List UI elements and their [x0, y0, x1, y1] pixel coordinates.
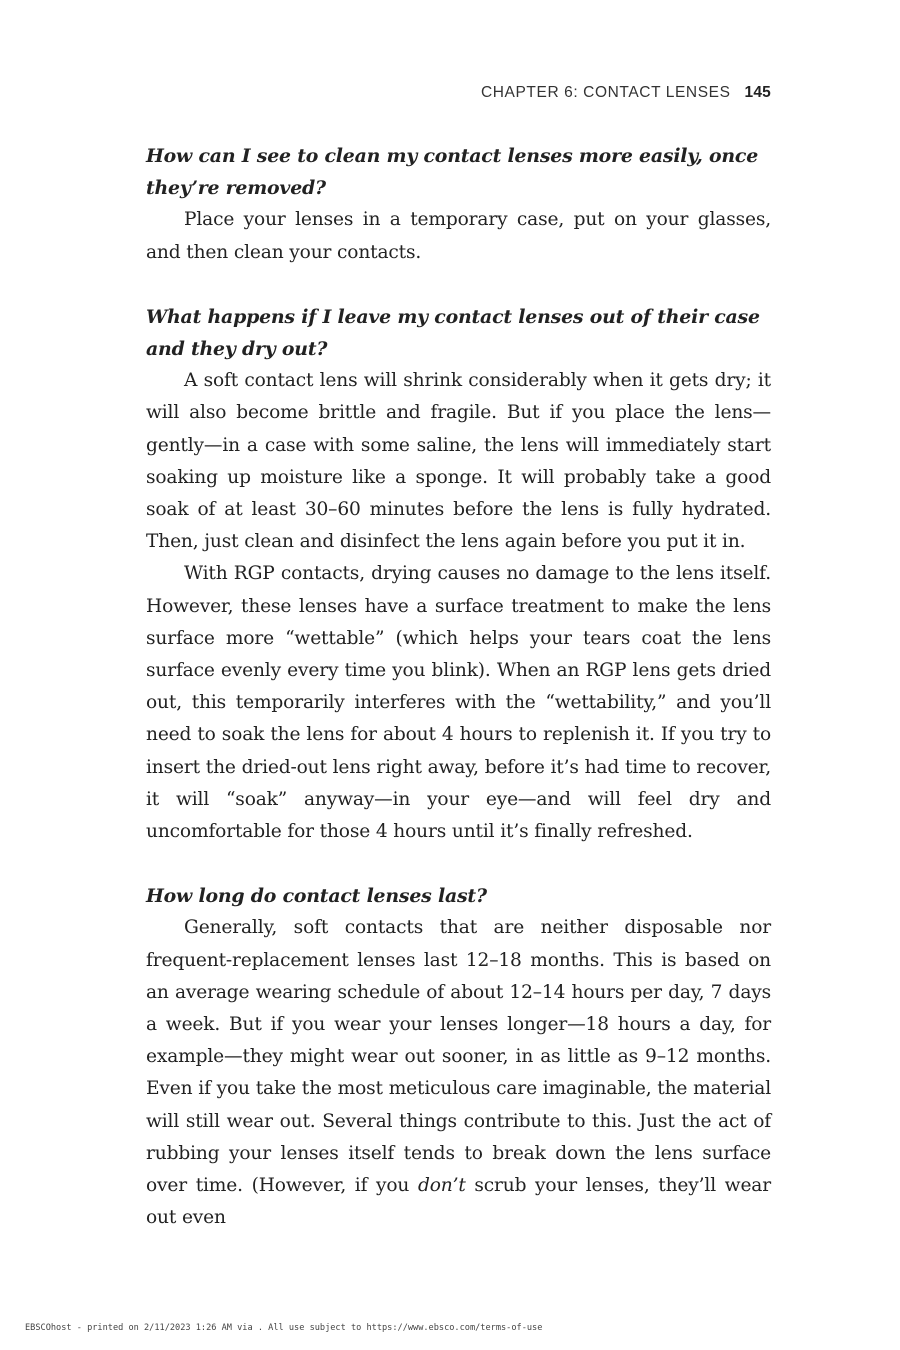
answer-paragraph: [146, 912, 771, 1234]
answer-text: scrub your lenses, they’ll wear out even: [146, 1175, 771, 1229]
answer-paragraph: With RGP contacts, drying causes no damage to the lens itself. However, these lenses have a surface treatment to make the lens surface more “wettable” (which helps your tears coat the lens surface evenly every time you blink). When an RGP lens gets dried out, this temporarily interferes with the “wettability,” and you’ll need to soak the lens for about 4 hours to replenish it. If you try to insert the dried-out lens right away, before it’s had time to recover, it will “soak” anyway—in your eye—and will feel dry and uncomfortable for those 4 hours until it’s finally refreshed.: [146, 563, 771, 843]
page-body: [146, 140, 771, 1235]
answer-paragraph: Place your lenses in a temporary case, put on your glasses, and then clean your contacts.: [146, 209, 771, 263]
page-number: 145: [744, 84, 771, 101]
answer-paragraph: A soft contact lens will shrink considerably when it gets dry; it will also become brittle and fragile. But if you place the lens—gently—in a case with some saline, the lens will immediately start soaking up moisture like a sponge. It will probably take a good soak of at least 30–60 minutes before the lens is fully hydrated. Then, just clean and disinfect the lens again before you put it in.: [146, 370, 771, 553]
print-footer: EBSCOhost - printed on 2/11/2023 1:26 AM via . All use subject to https://www.ebsco.com/terms-of-use: [25, 1323, 543, 1333]
question-heading: How long do contact lenses last?: [146, 885, 487, 908]
question-heading: How can I see to clean my contact lenses more easily, once they’re removed?: [146, 145, 759, 200]
answer-text: Generally, soft contacts that are neither disposable nor frequent-replacement lenses last 12–18 months. This is based on an average wearing schedule of about 12–14 hours per day, 7 days a week. But if you wear your lenses longer—18 hours a day, for example—they might wear out sooner, in as little as 9–12 months. Even if you take the most meticulous care imaginable, the material will still wear out. Several things contribute to this. Just the act of rubbing your lenses itself tends to break down the lens surface over time. (However, if you: [146, 917, 771, 1197]
chapter-title: CHAPTER 6: CONTACT LENSES: [480, 84, 731, 101]
running-head: [481, 84, 771, 102]
section-spacer: [146, 848, 771, 880]
section-spacer: [146, 269, 771, 301]
question-heading: What happens if I leave my contact lenses out of their case and they dry out?: [146, 305, 760, 361]
emphasized-word: don’t: [417, 1175, 466, 1197]
